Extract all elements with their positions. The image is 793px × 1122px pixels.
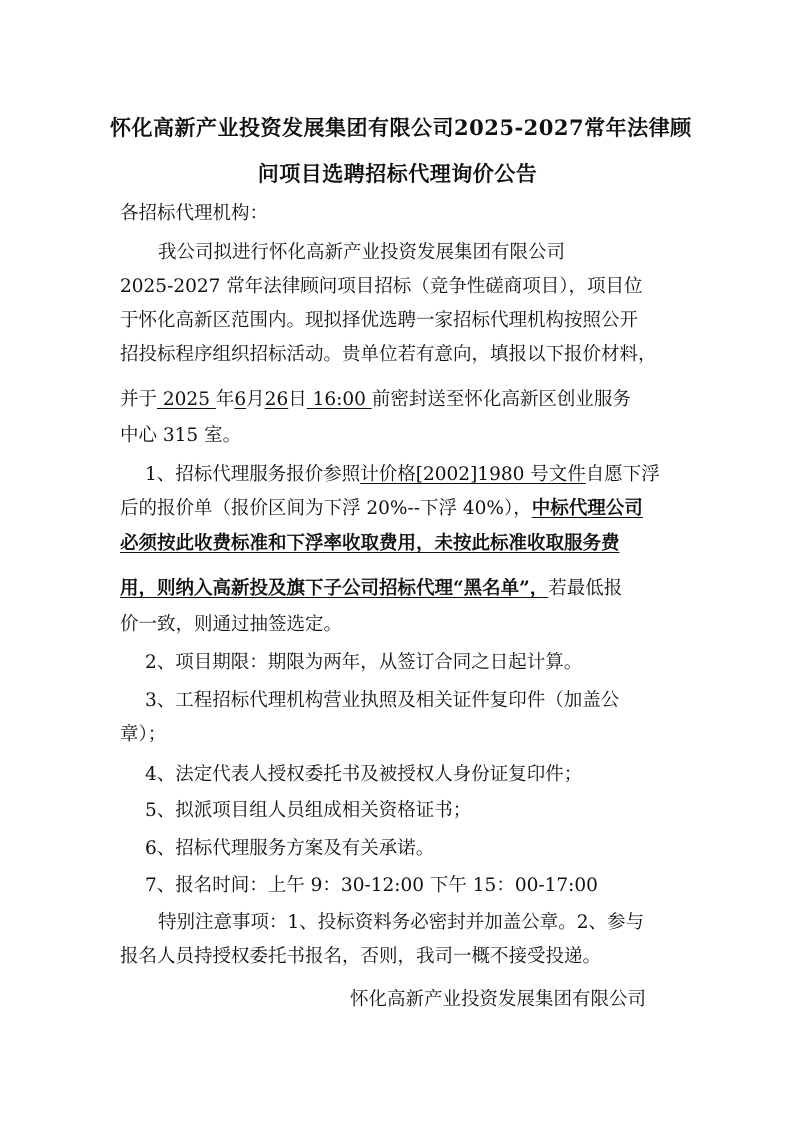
item2: 2、项目期限：期限为两年，从签订合同之日起计算。: [145, 652, 583, 673]
para1-line-2: 2025-2027 常年法律顾问项目招标（竞争性磋商项目），项目位: [120, 276, 643, 297]
item5: 5、拟派项目组人员组成相关资格证书；: [145, 800, 472, 821]
para1-line-6: 中心 315 室。: [120, 425, 242, 446]
salutation: 各招标代理机构：: [120, 203, 269, 224]
document-title-line-1: 怀化高新产业投资发展集团有限公司2025-2027常年法律顾: [110, 115, 692, 140]
para1-line-5-text-c: 月: [246, 389, 265, 410]
para1-line-5-text-b: 年: [215, 389, 235, 410]
para1-line-3: 于怀化高新区范围内。现拟择优选聘一家招标代理机构按照公开: [120, 310, 639, 331]
item1-line-3-emphasis: 必须按此收费标准和下浮率收取费用，未按此标准收取服务费: [120, 533, 620, 554]
deadline-day: 26: [264, 389, 289, 410]
item1-line-4: [120, 577, 680, 601]
item1-line-2-emphasis: 中标代理公司: [531, 498, 643, 519]
notice-line-1: 特别注意事项：1、投标资料务必密封并加盖公章。2、参与: [158, 912, 645, 933]
item1-line-4-text-b: 若最低报: [548, 578, 623, 599]
deadline-month: 6: [234, 389, 247, 410]
item3-line-2: 章）；: [120, 724, 167, 745]
notice-line-2: 报名人员持授权委托书报名，否则，我司一概不接受投递。: [120, 946, 602, 967]
para1-line-4: 招投标程序组织招标活动。贵单位若有意向，填报以下报价材料，: [120, 344, 657, 365]
para1-line-5: [120, 388, 680, 412]
item1-line-4-emphasis: 用，则纳入高新投及旗下子公司招标代理“黑名单”，: [120, 578, 549, 599]
pricing-reference: 计价格[2002]1980 号文件: [360, 464, 586, 485]
para1-line-5-text-e: 前密封送至怀化高新区创业服务: [371, 389, 631, 410]
document-title-line-2: 问项目选聘招标代理询价公告: [257, 161, 538, 186]
item4: 4、法定代表人授权委托书及被授权人身份证复印件；: [145, 764, 583, 785]
item1-line-2: [120, 497, 680, 521]
signature: 怀化高新产业投资发展集团有限公司: [350, 989, 647, 1010]
deadline-year: 2025: [157, 389, 216, 410]
item1-line-2-text-a: 后的报价单（报价区间为下浮 20%--下浮 40%），: [120, 498, 532, 519]
deadline-time: 16:00: [306, 389, 372, 410]
para1-line-1: 我公司拟进行怀化高新产业投资发展集团有限公司: [158, 242, 566, 263]
item1-line-1: [145, 463, 705, 487]
item7: 7、报名时间：上午 9：30-12:00 下午 15：00-17:00: [145, 875, 598, 896]
item6: 6、招标代理服务方案及有关承诺。: [145, 838, 435, 859]
item1-line-3: [120, 532, 680, 556]
para1-line-5-text-d: 日: [288, 389, 307, 410]
para1-line-5-text-a: 并于: [120, 389, 158, 410]
item3-line-1: 3、工程招标代理机构营业执照及相关证件复印件（加盖公: [145, 690, 620, 711]
item1-line-1-text-a: 1、招标代理服务报价参照: [145, 464, 361, 485]
item1-line-1-text-b: 自愿下浮: [585, 464, 660, 485]
item1-line-5: 价一致，则通过抽签选定。: [120, 614, 343, 635]
